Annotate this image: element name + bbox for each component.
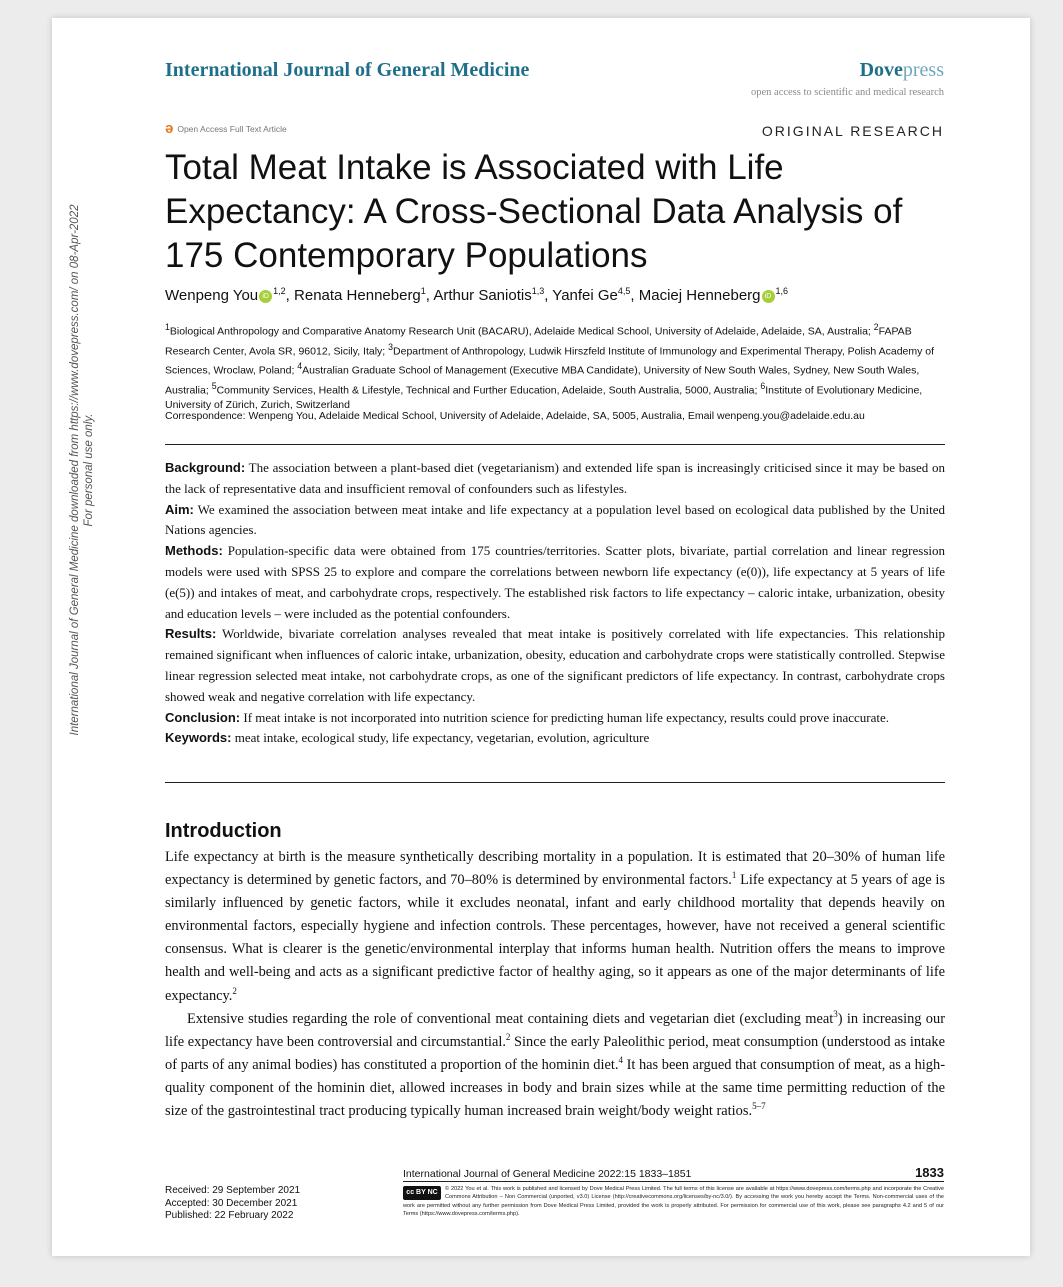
author-name: Yanfei Ge [552,287,618,304]
publisher-tagline: open access to scientific and medical research [751,87,944,98]
paragraph-text: It has been argued that consumption of meat, as a high-quality component of the hominin diet, allowed increases in body and brain sizes while at the same time permitting reduction of the size of the gastrointestinal tract producing typically human increased brain weight/body weight ratios. [165,1056,945,1120]
article-dates [165,1185,300,1223]
affil-text: Department of Anthropology, Ludwik Hirszfeld Institute of Immunology and Experimental Therapy, Polish Academy of Sciences, Wroclaw, Poland; [165,345,935,377]
correspondence: Correspondence: Wenpeng You, Adelaide Medical School, University of Adelaide, Adelaide, SA, 5005, Australia, Email wenpeng.you@adelaide.edu.au [165,410,865,422]
open-access-icon: ə [165,120,174,137]
download-sidebar [68,120,96,820]
publisher-logo [860,59,944,82]
publisher-name-b: press [902,59,944,81]
license-text-block [403,1185,944,1219]
received-date: Received: 29 September 2021 [165,1185,301,1196]
affil-number: 3 [388,341,394,352]
keywords-label: Keywords: [165,730,232,746]
paragraph-text: Life expectancy at 5 years of age is similarly influenced by genetic factors, while it excludes neonatal, infant and early childhood mortality that depends heavily on environmental factors, especially hygiene and infection controls. These percentages, however, have not received a general scientific consensus. What is clearer is the genetic/environmental interplay that informs human health. Nutrition offers the means to improve health and well-being and acts as a significant predictive factor of healthy aging, so it appears as one of the major determinants of life expectancy. [165,872,945,1004]
footer-citation-line [403,1165,944,1182]
affil-number: 1 [165,322,170,332]
paragraph [165,846,945,1008]
footer-citation-block [403,1165,944,1219]
abstract-text: Population-specific data were obtained from 175 countries/territories. Scatter plots, bivariate, partial correlation and linear regression models were used with SPSS 25 to explore and compare the correlations between newborn life expectancy (e(0)), life expectancy at 5 years of life (e(5)) and intakes of meat, and carbohydrate crops, respectively. The established risk factors to life expectancy – caloric intake, urbanization, obesity and education levels – were included as the potential confounders. [165,543,945,621]
author-name: Maciej Henneberg [638,287,761,304]
author-name: Wenpeng You [165,287,259,304]
author-affil-ref: 1 [420,286,426,296]
citation-ref[interactable]: 2 [232,985,237,996]
affil-number: 5 [211,380,217,391]
keywords-text: meat intake, ecological study, life expectancy, vegetarian, evolution, agriculture [234,730,650,746]
paragraph-text: Extensive studies regarding the role of conventional meat containing diets and vegetarian diet (excluding meat [187,1010,834,1027]
abstract-label: Conclusion: [165,709,241,725]
open-access-text: Open Access Full Text Article [177,123,287,134]
abstract-label: Methods: [165,543,223,559]
citation-ref[interactable]: 3 [833,1008,838,1019]
orcid-icon[interactable]: iD [762,290,775,303]
affil-number: 6 [760,380,766,391]
abstract [165,458,945,749]
citation-ref[interactable]: 4 [618,1055,623,1066]
author-affil-ref: 4,5 [617,286,631,296]
abstract-label: Aim: [165,501,194,517]
paragraph-text: ) in increasing our life expectancy have been controversial and circumstantial. [165,1010,945,1050]
abstract-label: Background: [165,460,246,475]
section-heading: Introduction [165,820,282,842]
abstract-label: Results: [165,626,217,642]
author-affil-ref: 1,3 [531,286,545,296]
journal-name: International Journal of General Medicine [165,59,530,81]
abstract-text: We examined the association between meat intake and life expectancy at a population level based on ecological data published by the United Nations agencies. [165,501,946,538]
author-name: Arthur Saniotis [433,287,532,304]
cc-license-icon[interactable]: cc BY NC [403,1186,441,1200]
footer-citation: International Journal of General Medicine 2022:15 1833–1851 [403,1168,692,1180]
affil-text: Biological Anthropology and Comparative Anatomy Research Unit (BACARU), Adelaide Medical School, University of Adelaide, Adelaide, SA, Australia; [169,325,874,338]
page-number: 1833 [915,1165,944,1180]
abstract-text: If meat intake is not incorporated into nutrition science for predicting human life expectancy, results could prove inaccurate. [243,709,890,725]
license-text: © 2022 You et al. This work is published and licensed by Dove Medical Press Limited. The full terms of this license are available at https://www.dovepress.com/terms.php and incorporate the Creative Commons Attribution – Non Commercial (unported, v3.0) License (http://creativecommons.org/licenses/by-nc/3.0/). By accessing the work you hereby accept the Terms. Non-commercial uses of the work are permitted without any further permission from Dove Medical Press Limited, provided the work is properly attributed. For permission for commercial use of this work, please see paragraphs 4.2 and 5 of our Terms (https://www.dovepress.com/terms.php). [403,1186,944,1218]
affil-text: Community Services, Health & Lifestyle, Technical and Further Education, Adelaide, South Australia, 5000, Australia; [216,384,761,396]
affil-text: Institute of Evolutionary Medicine, University of Zürich, Zurich, Switzerland [165,384,923,411]
affil-text: FAPAB Research Center, Avola SR, 96012, Sicily, Italy; [165,325,912,357]
sidebar-line-1: International Journal of General Medicine downloaded from https://www.dovepress.com/ on 08-Apr-2022 [69,204,81,736]
citation-ref[interactable]: 5–7 [752,1101,766,1112]
abstract-text: The association between a plant-based diet (vegetarianism) and extended life span is increasingly criticised since it may be based on the lack of representative data and insufficient removal of confounders such as lifestyles. [165,460,945,496]
author-list: Wenpeng You iD$^{1,2}$, Renata Henneberg$^1$, Arthur Saniotis$^{1,3}$, Yanfei Ge$^{4,5}$, Maciej Henneberg iD$^{1,6}$ [165,286,789,304]
author-affil-ref: 1,6 [775,286,789,296]
abstract-text: Worldwide, bivariate correlation analyses revealed that meat intake is positively correlated with life expectancies. This relationship remained significant when influences of caloric intake, urbanization, obesity, education and carbohydrate crops were statistically controlled. Stepwise linear regression selected meat intake, not carbohydrate crops, as one of the significant predictors of life expectancy. In contrast, carbohydrate crops showed weak and negative correlation with life expectancy. [165,626,945,704]
affil-text: Australian Graduate School of Management (Executive MBA Candidate), University of New South Wales, Sydney, New South Wales, Australia; [165,364,920,396]
citation-ref[interactable]: 1 [731,870,737,881]
paragraph-text: Since the early Paleolithic period, meat consumption (understood as intake of parts of any animal bodies) has constituted a proportion of the hominin diet. [165,1033,945,1073]
affiliations [165,320,945,413]
article-type: ORIGINAL RESEARCH [761,123,944,139]
paragraph-text: Life expectancy at birth is the measure synthetically describing mortality in a population. It is estimated that 20–30% of human life expectancy is determined by genetic factors, and 70–80% is determined by environmental factors. [165,849,945,889]
author-name: Renata Henneberg [294,287,421,304]
orcid-icon[interactable]: iD [259,290,272,303]
open-access-label [165,121,287,136]
publisher-name-a: Dove [859,59,903,81]
paragraph [165,1008,945,1123]
divider-top [165,444,945,445]
introduction-body [165,846,945,1123]
author-affil-ref: 1,2 [273,286,286,296]
article-title: Total Meat Intake is Associated with Life Expectancy: A Cross-Sectional Data Analysis of 175 Contemporary Populations [165,148,903,275]
affil-number: 4 [297,361,303,371]
citation-ref[interactable]: 2 [505,1031,511,1042]
affil-number: 2 [873,322,879,332]
sidebar-line-2: For personal use only. [83,413,95,527]
published-date: Published: 22 February 2022 [165,1210,294,1221]
divider-bottom [165,782,945,783]
accepted-date: Accepted: 30 December 2021 [165,1197,298,1209]
